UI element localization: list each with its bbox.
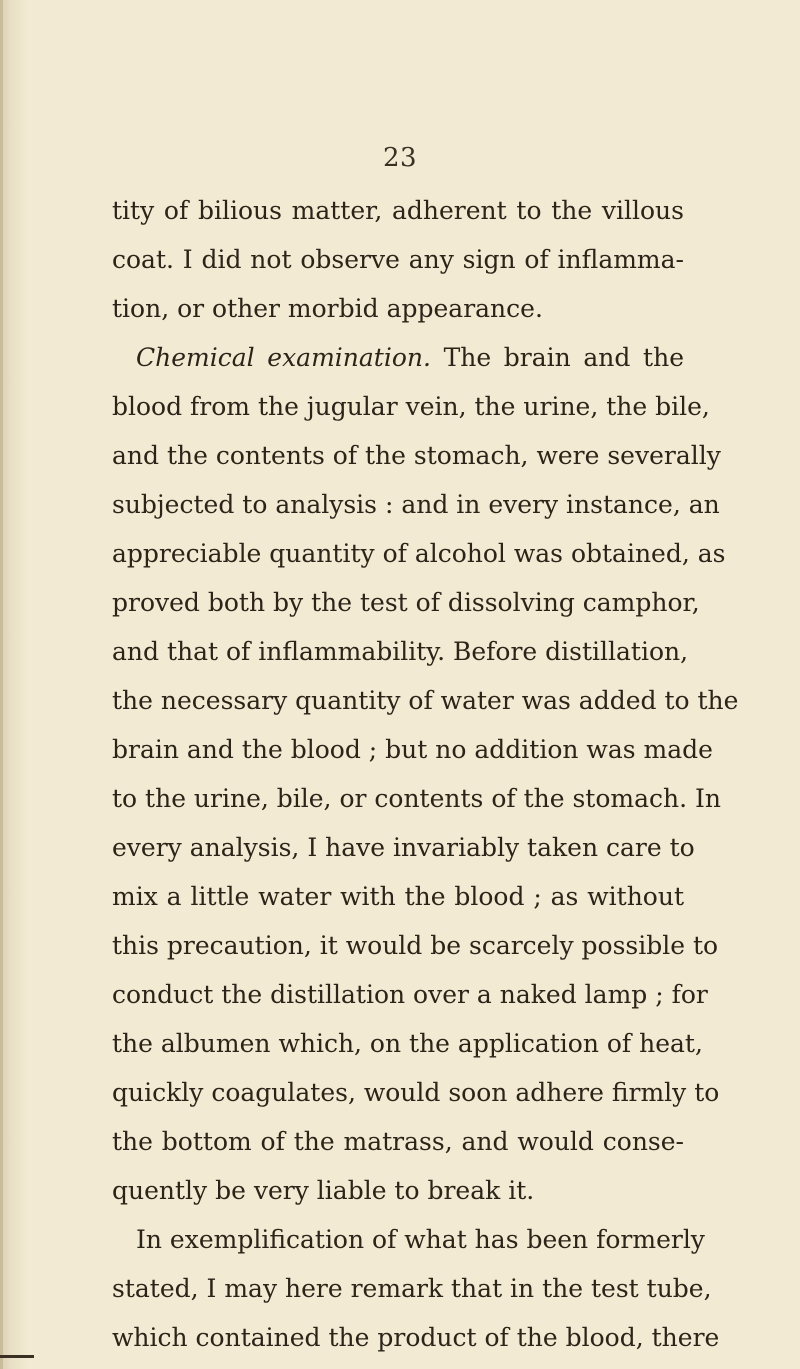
text-line: quickly coagulates, would soon adhere firmly to [112, 1078, 720, 1107]
text-line: tion, or other morbid appearance. [112, 294, 543, 323]
text-line: coat. I did not observe any sign of inflamma- [112, 245, 684, 274]
text-line: the necessary quantity of water was added to the [112, 686, 739, 715]
text-line: quently be very liable to break it. [112, 1176, 535, 1205]
text-line: In exemplification of what has been formerly [136, 1225, 705, 1254]
text-line: which contained the product of the blood, there [112, 1323, 720, 1352]
text-line: stated, I may here remark that in the test tube, [112, 1274, 712, 1303]
text-line: the bottom of the matrass, and would conse- [112, 1127, 684, 1156]
text-line: tity of bilious matter, adherent to the villous [112, 196, 684, 225]
text-line: the albumen which, on the application of heat, [112, 1029, 703, 1058]
text-line: this precaution, it would be scarcely possible to [112, 931, 719, 960]
text-line: conduct the distillation over a naked lamp ; for [112, 980, 708, 1009]
text-line: to the urine, bile, or contents of the stomach. In [112, 784, 721, 813]
section-heading: Chemical examination. [136, 343, 431, 372]
page-binding-shadow [0, 0, 28, 1369]
text-line: proved both by the test of dissolving camphor, [112, 588, 700, 617]
text-line: and that of inflammability. Before distillation, [112, 637, 689, 666]
text-line [112, 333, 684, 382]
text-line: appreciable quantity of alcohol was obtained, as [112, 539, 726, 568]
page-binding-edge [0, 0, 3, 1369]
text-line: every analysis, I have invariably taken care to [112, 833, 695, 862]
text-line: subjected to analysis : and in every instance, an [112, 490, 720, 519]
page-corner-mark [0, 1355, 34, 1358]
body-text [112, 186, 739, 1362]
text-line: brain and the blood ; but no addition was made [112, 735, 713, 764]
text-line: blood from the jugular vein, the urine, the bile, [112, 392, 710, 421]
page-number: 23 [382, 143, 418, 173]
text-line: and the contents of the stomach, were severally [112, 441, 721, 470]
text-line: mix a little water with the blood ; as without [112, 882, 684, 911]
text-line-rest: The brain and the [430, 343, 685, 372]
